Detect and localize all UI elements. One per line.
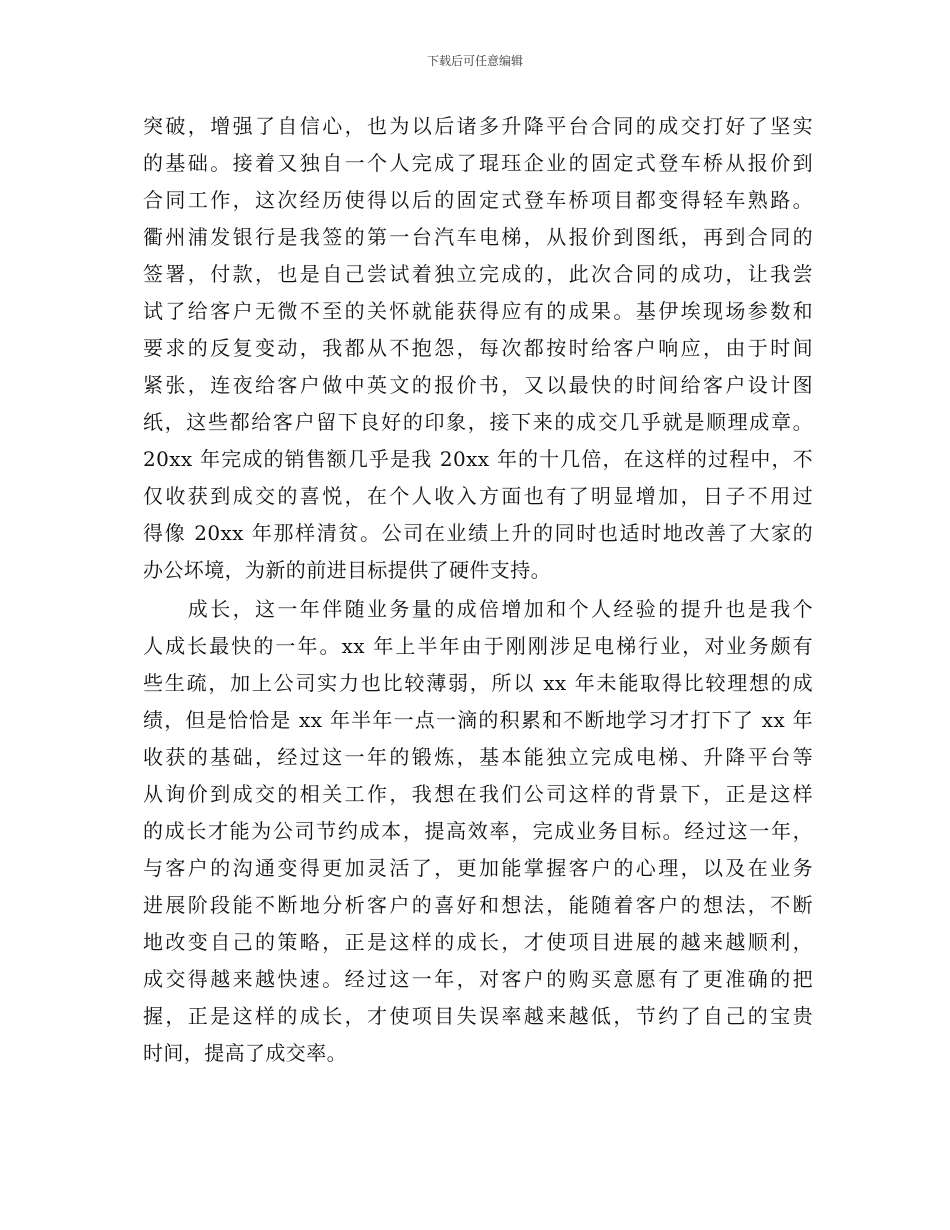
text-line: 绩，但是恰恰是 xx 年半年一点一滴的积累和不断地学习才打下了 xx 年 (143, 708, 813, 732)
text-line: 合同工作，这次经历使得以后的固定式登车桥项目都变得轻车熟路。 (143, 188, 813, 212)
text-line: 办公坏境，为新的前进目标提供了硬件支持。 (143, 558, 551, 582)
text-line: 进展阶段能不断地分析客户的喜好和想法，能随着客户的想法，不断 (143, 893, 813, 917)
text-line: 的基础。接着又独自一个人完成了琨珏企业的固定式登车桥从报价到 (143, 151, 813, 175)
text-line: 紧张，连夜给客户做中英文的报价书，又以最快的时间给客户设计图 (143, 373, 813, 397)
text-line: 些生疏，加上公司实力也比较薄弱，所以 xx 年未能取得比较理想的成 (143, 671, 813, 695)
text-line: 签署，付款，也是自己尝试着独立完成的，此次合同的成功，让我尝 (143, 262, 813, 286)
text-line: 收获的基础，经过这一年的锻炼，基本能独立完成电梯、升降平台等 (143, 745, 813, 769)
text-line: 试了给客户无微不至的关怀就能获得应有的成果。基伊埃现场参数和 (143, 299, 813, 323)
text-line: 纸，这些都给客户留下良好的印象，接下来的成交几乎就是顺理成章。 (143, 410, 813, 434)
text-line: 得像 20xx 年那样清贫。公司在业绩上升的同时也适时地改善了大家的 (143, 521, 813, 545)
text-line: 时间，提高了成交率。 (143, 1041, 347, 1065)
text-line: 衢州浦发银行是我签的第一台汽车电梯，从报价到图纸，再到合同的 (143, 225, 813, 249)
text-line: 地改变自己的策略，正是这样的成长，才使项目进展的越来越顺利， (143, 930, 813, 954)
text-line: 突破，增强了自信心，也为以后诸多升降平台合同的成交打好了坚实 (143, 114, 813, 138)
page-header: 下载后可任意编辑 (426, 54, 523, 68)
text-line: 人成长最快的一年。xx 年上半年由于刚刚涉足电梯行业，对业务颇有 (143, 634, 813, 658)
text-line: 要求的反复变动，我都从不抱怨，每次都按时给客户响应，由于时间 (143, 336, 813, 360)
text-line: 成交得越来越快速。经过这一年，对客户的购买意愿有了更准确的把 (143, 967, 813, 991)
text-line: 的成长才能为公司节约成本，提高效率，完成业务目标。经过这一年， (143, 819, 813, 843)
text-line: 与客户的沟通变得更加灵活了，更加能掌握客户的心理，以及在业务 (143, 856, 813, 880)
text-line: 从询价到成交的相关工作，我想在我们公司这样的背景下，正是这样 (143, 782, 813, 806)
text-line: 20xx 年完成的销售额几乎是我 20xx 年的十几倍，在这样的过程中，不 (143, 447, 813, 471)
text-line: 握，正是这样的成长，才使项目失误率越来越低，节约了自己的宝贵 (143, 1004, 813, 1028)
text-line: 仅收获到成交的喜悦，在个人收入方面也有了明显增加，日子不用过 (143, 484, 813, 508)
text-line: 成长，这一年伴随业务量的成倍增加和个人经验的提升也是我个 (143, 597, 813, 621)
